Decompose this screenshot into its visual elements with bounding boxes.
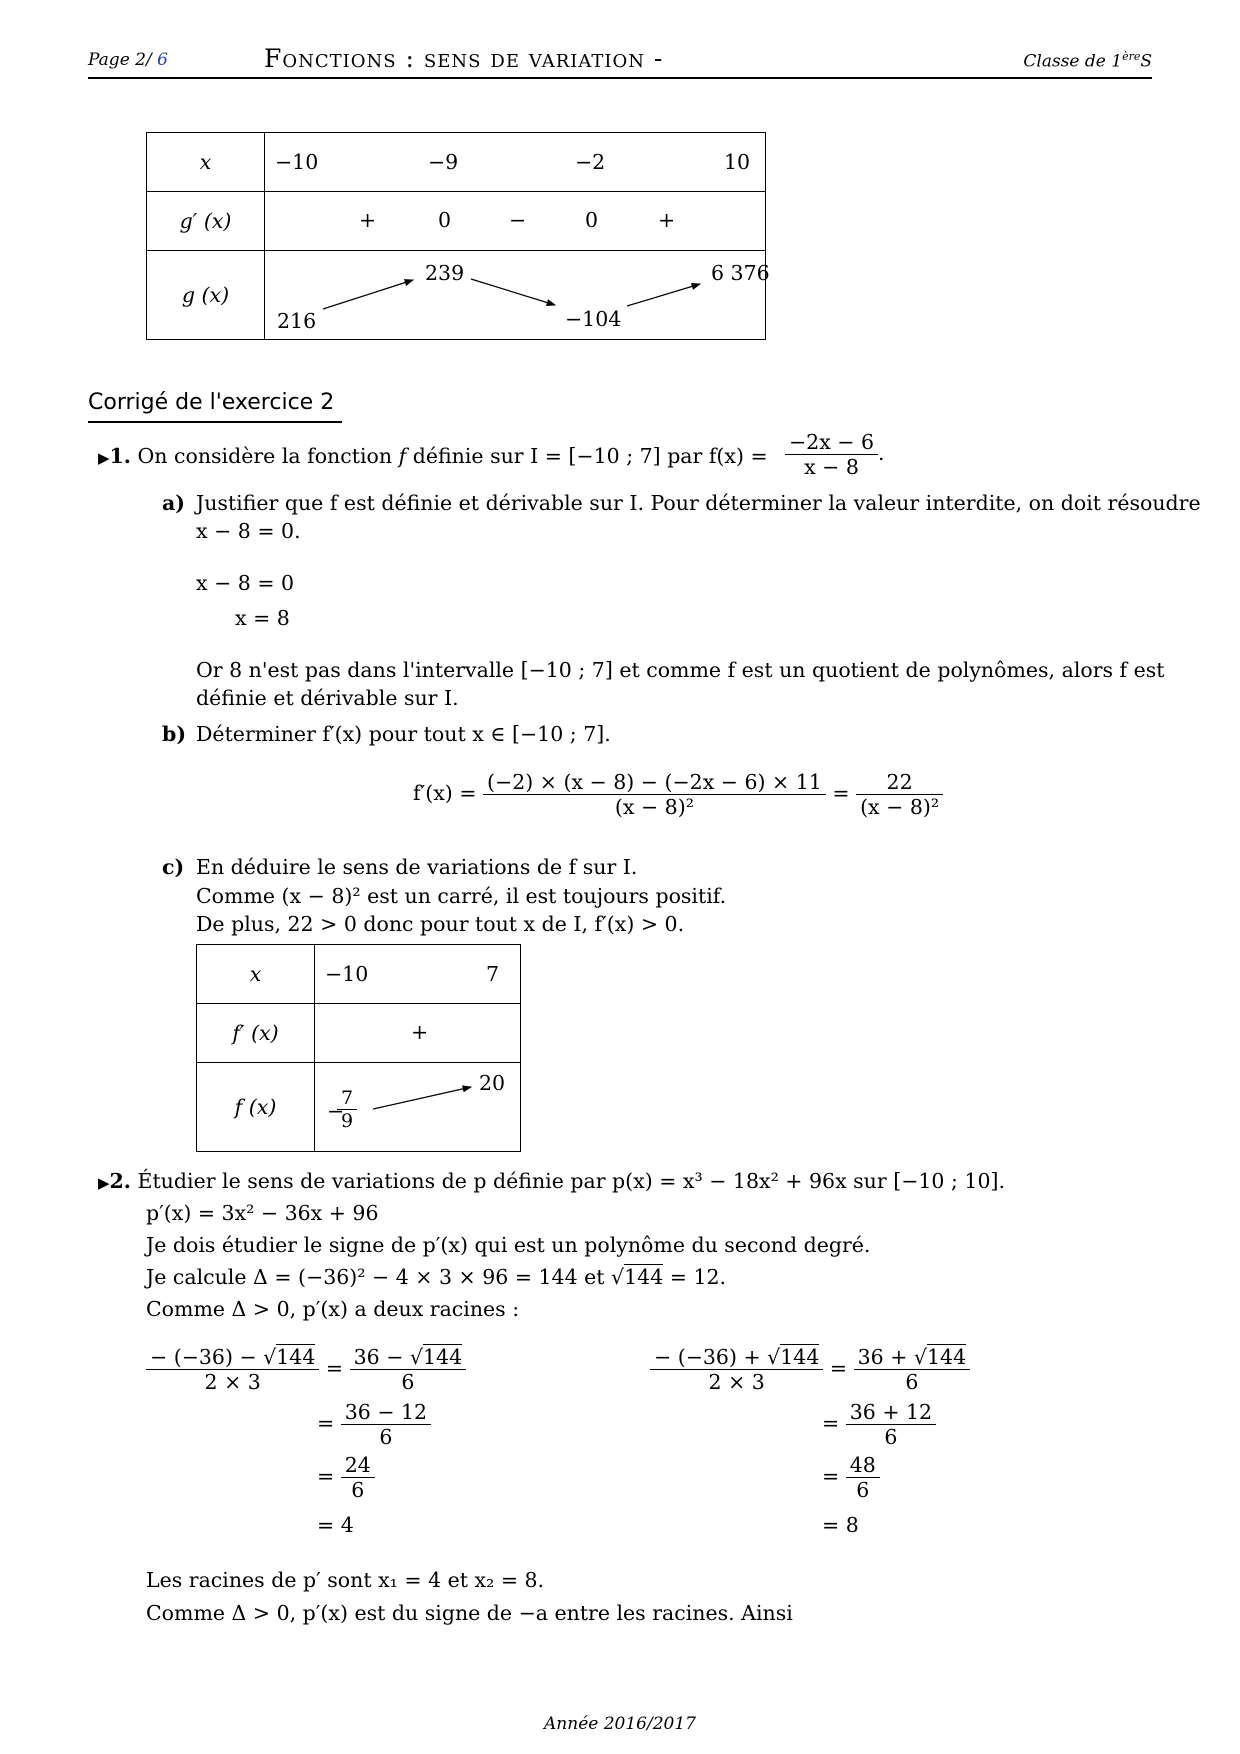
q2-line5: Comme Δ > 0, p′(x) a deux racines : [146, 1297, 520, 1321]
root2-step0 [650, 1345, 970, 1394]
q2-line2: p′(x) = 3x² − 36x + 96 [146, 1201, 379, 1225]
root2-num-sqrt: 144 [780, 1345, 820, 1369]
class-prefix: Classe de 1 [1023, 51, 1123, 72]
table-f-start-sign: − [327, 1099, 345, 1123]
root1-step3 [317, 1453, 375, 1502]
root2-result: = 8 [822, 1513, 859, 1537]
root2-eq2: = [822, 1411, 840, 1435]
q1b-line: Déterminer f′(x) pour tout x ∈ [−10 ; 7]. [196, 722, 611, 746]
header-page-number [88, 50, 168, 70]
root1-num-sqrt: 144 [276, 1345, 316, 1369]
q1a-line1: Justifier que f est définie et dérivable sur I. Pour déterminer la valeur interdite, on doit résoudre [196, 491, 1201, 515]
q1b-num2: 22 [856, 770, 943, 795]
root2-eq3: = [822, 1464, 840, 1488]
arrow-up-f [373, 1087, 471, 1109]
root1-s2-den: 6 [379, 1425, 393, 1449]
root1-eq3: = [317, 1464, 335, 1488]
table-g-x-values [265, 133, 766, 192]
root2-s3-num: 48 [846, 1453, 880, 1478]
table-g-x2: −2 [575, 150, 606, 174]
arrow-down [471, 279, 555, 305]
root2-s3-den: 6 [856, 1478, 870, 1502]
q1c-line3: De plus, 22 > 0 donc pour tout x de I, f′(x) > 0. [196, 912, 685, 936]
q1a-label: a) [162, 491, 185, 515]
table-g-func-label: g (x) [147, 251, 265, 340]
q2-line1 [98, 1169, 1005, 1193]
q2-line4a: Je calcule Δ = (−36)² − 4 × 3 × 96 = 144 et √ [146, 1265, 625, 1289]
q1b-den2: (x − 8)² [860, 795, 940, 819]
root1-s1-num-a: 36 − √ [353, 1345, 423, 1369]
table-g-deriv-label: g′ (x) [147, 192, 265, 251]
table-f-arrow [315, 1063, 519, 1151]
table-f-start-den: 9 [341, 1110, 354, 1132]
table-g-sign4: + [658, 208, 676, 232]
table-f-values [315, 1063, 521, 1152]
triangle-icon: ▶ [98, 449, 110, 467]
page-total-link[interactable]: 6 [157, 50, 168, 70]
q1-fraction [785, 430, 885, 479]
table-g-x1: −9 [428, 150, 459, 174]
arrow-up-2 [627, 284, 700, 306]
q1c-label: c) [162, 855, 185, 879]
table-g-x3: 10 [724, 150, 751, 174]
triangle-icon-2: ▶ [98, 1174, 110, 1192]
q1b-eq: = [832, 781, 850, 805]
root1-s3-num: 24 [341, 1453, 375, 1478]
q1b-num1: (−2) × (x − 8) − (−2x − 6) × 11 [483, 770, 826, 795]
table-g-arrows [265, 251, 765, 339]
q1a-line2: x − 8 = 0. [196, 519, 301, 543]
q1-interval: I = [−10 ; 7] par f(x) = [530, 444, 768, 468]
last-line: Comme Δ > 0, p′(x) est du signe de −a entre les racines. Ainsi [146, 1601, 793, 1625]
q2-line4-sqrt: 144 [624, 1265, 664, 1289]
roots-line: Les racines de p′ sont x₁ = 4 et x₂ = 8. [146, 1568, 545, 1592]
table-f-deriv-label: f′ (x) [197, 1004, 315, 1063]
root2-step2 [822, 1400, 936, 1449]
table-g-x-label: x [147, 133, 265, 192]
q1a-eq1: x − 8 = 0 [196, 571, 295, 595]
root1-s1-num-sqrt: 144 [422, 1345, 463, 1369]
q1-frac-num: −2x − 6 [785, 430, 878, 455]
q1-line [98, 444, 768, 468]
table-g-x0: −10 [275, 150, 319, 174]
table-g-value2: −104 [565, 307, 622, 331]
root2-s1-num-a: 36 + √ [857, 1345, 927, 1369]
table-g-sign1: 0 [438, 208, 452, 232]
table-g-sign2: − [509, 208, 527, 232]
root1-eq2: = [317, 1411, 335, 1435]
q1b-den1: (x − 8)² [614, 795, 694, 819]
class-sup: ère [1122, 50, 1141, 63]
class-suffix: S [1140, 51, 1152, 72]
root1-step0 [146, 1345, 466, 1394]
table-f-x0: −10 [325, 962, 369, 986]
root2-eq: = [829, 1356, 848, 1380]
q1a-eq2: x = 8 [235, 606, 290, 630]
root2-s1-num-sqrt: 144 [926, 1345, 967, 1369]
q1-intro-b: définie sur [412, 444, 524, 468]
footer-year: Année 2016/2017 [544, 1714, 696, 1734]
q2-line4 [146, 1265, 726, 1289]
q1b-label: b) [162, 722, 187, 746]
table-g-value3: 6 376 [711, 261, 770, 285]
header-title: Fonctions : sens de variation - [264, 44, 664, 73]
q1-intro-end: . [878, 441, 885, 465]
root1-s1-den: 6 [401, 1370, 415, 1394]
table-g-sign3: 0 [585, 208, 599, 232]
table-f-func-label: f (x) [197, 1063, 315, 1152]
table-g-value1: 239 [425, 261, 465, 285]
root2-s1-den: 6 [905, 1370, 919, 1394]
root2-s2-den: 6 [884, 1425, 898, 1449]
q2-line3: Je dois étudier le signe de p′(x) qui est un polynôme du second degré. [146, 1233, 871, 1257]
root2-den: 2 × 3 [708, 1370, 765, 1394]
root1-num-a: − (−36) − √ [150, 1345, 277, 1369]
q1-intro-a: On considère la fonction [137, 444, 393, 468]
table-f-x-values [315, 945, 521, 1004]
header-class [1023, 50, 1152, 72]
root2-num-a: − (−36) + √ [654, 1345, 781, 1369]
root1-s3-den: 6 [351, 1478, 365, 1502]
table-g-signs [265, 192, 766, 251]
root2-step3 [822, 1453, 880, 1502]
variation-table-g [146, 132, 770, 340]
root2-s2-num: 36 + 12 [846, 1400, 936, 1425]
table-g-value0: 216 [277, 309, 317, 333]
table-f-sign-cell [315, 1004, 521, 1063]
table-f-x-label: x [197, 945, 315, 1004]
variation-table-f [196, 944, 521, 1152]
arrow-up-1 [323, 280, 413, 309]
header-rule [88, 77, 1152, 79]
table-f-x1: 7 [486, 962, 500, 986]
table-f-start-num: 7 [337, 1087, 357, 1110]
page-label: Page 2/ [88, 50, 152, 70]
root1-eq: = [325, 1356, 344, 1380]
table-g-values [265, 251, 770, 340]
root1-step2 [317, 1400, 431, 1449]
section-title-rule [88, 421, 342, 423]
section-title: Corrigé de l'exercice 2 [88, 390, 335, 415]
q1a-conc1: Or 8 n'est pas dans l'intervalle [−10 ; 7] et comme f est un quotient de polynômes, alors f est [196, 658, 1165, 682]
q1-intro-f: f [398, 444, 407, 468]
q2-marker: 2. [109, 1169, 131, 1193]
root1-s2-num: 36 − 12 [341, 1400, 431, 1425]
q1-frac-den: x − 8 [804, 455, 859, 479]
table-f-sign: + [411, 1020, 429, 1044]
table-f-end-value: 20 [479, 1071, 506, 1095]
root1-result: = 4 [317, 1513, 354, 1537]
q1-marker: 1. [109, 444, 131, 468]
root1-den: 2 × 3 [204, 1370, 261, 1394]
q1c-line1: En déduire le sens de variations de f sur I. [196, 855, 638, 879]
q1b-lhs: f′(x) = [413, 781, 477, 805]
table-g-sign0: + [359, 208, 377, 232]
q1b-formula [413, 770, 943, 819]
q2-line4b: = 12. [663, 1265, 727, 1289]
q1c-line2: Comme (x − 8)² est un carré, il est toujours positif. [196, 884, 727, 908]
q1a-conc2: définie et dérivable sur I. [196, 686, 459, 710]
q2-line1-text: Étudier le sens de variations de p définie par p(x) = x³ − 18x² + 96x sur [−10 ; 10]. [137, 1169, 1006, 1193]
